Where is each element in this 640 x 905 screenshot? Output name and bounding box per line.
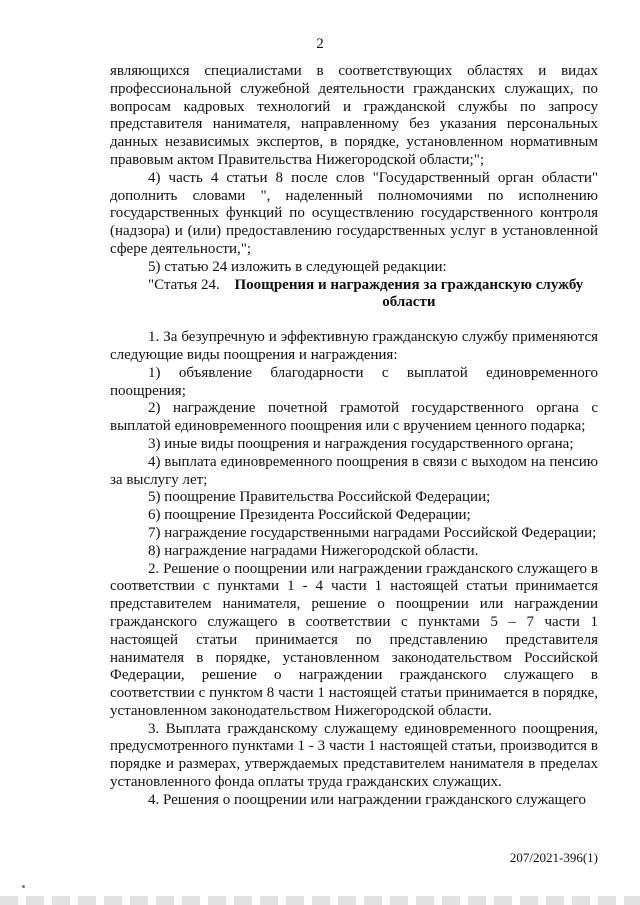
article-heading [110, 277, 598, 313]
article-title: Поощрения и награждения за гражданскую службу области [234, 276, 584, 311]
list-item: 8) награждение наградами Нижегородской области. [148, 542, 479, 559]
list-item: 2. Решение о поощрении или награждении гражданского служащего в соответствии с пунктами 1 - 4 части 1 настоящей статьи принимается представителем нанимателя, решение о поощрении или награждении гражданского служащего в соответствии с пунктами 5 – 7 части 1 настоящей статьи принимается по представлению представителя нанимателя в порядке, установленном законодательством Российской Федерации, решение о награждении гражданского служащего в соответствии с пунктом 8 части 1 настоящей статьи принимается в порядке, установленном законодательством Нижегородской области. [110, 560, 598, 719]
list-item: 3) иные виды поощрения и награждения государственного органа; [148, 435, 574, 452]
list-item: 4. Решения о поощрении или награждении гражданского служащего [148, 791, 586, 808]
article-label: "Статья 24. [148, 276, 220, 293]
list-item: 1) объявление благодарности с выплатой единовременного поощрения; [110, 364, 598, 399]
page-number: 2 [316, 36, 324, 52]
list-item: 4) выплата единовременного поощрения в связи с выходом на пенсию за выслугу лет; [110, 453, 598, 488]
paragraph-item-4: 4) часть 4 статьи 8 после слов "Государственный орган области" дополнить словами ", наделенный полномочиями по исполнению государственных функций по осуществлению государственного контроля (надзора) и (или) предоставлению государственных услуг в установленной сфере деятельности,"; [110, 169, 598, 257]
list-item: 7) награждение государственными наградами Российской Федерации; [148, 524, 597, 541]
scan-bottom-edge [0, 896, 640, 905]
blank-line [110, 312, 598, 329]
list-item: 1. За безупречную и эффективную гражданскую службу применяются следующие виды поощрения и награждения: [110, 329, 598, 363]
document-reference-number: 207/2021-396(1) [509, 850, 598, 865]
list-item: 6) поощрение Президента Российской Федерации; [148, 507, 471, 524]
document-body [110, 63, 598, 810]
list-item: 3. Выплата гражданскому служащему единовременного поощрения, предусмотренного пунктами 1 - 3 части 1 настоящей статьи, производится в порядке и размерах, утверждаемых представителем нанимателя в пределах установленного фонда оплаты труда гражданских служащих. [110, 720, 598, 791]
paragraph-item-5: 5) статью 24 изложить в следующей редакции: [148, 258, 447, 275]
scan-speck [22, 885, 25, 888]
list-item: 2) награждение почетной грамотой государственного органа с выплатой единовременного поощрения или с вручением ценного подарка; [110, 400, 598, 435]
list-item: 5) поощрение Правительства Российской Федерации; [148, 489, 491, 506]
paragraph-continuation: являющихся специалистами в соответствующих областях и видах профессиональной служебной деятельности гражданских служащих, по вопросам кадровых технологий и гражданской службы по запросу представителя нанимателя, направленному без указания персональных данных независимых экспертов, в порядке, установленном нормативным правовым актом Правительства Нижегородской области;"; [110, 63, 598, 168]
